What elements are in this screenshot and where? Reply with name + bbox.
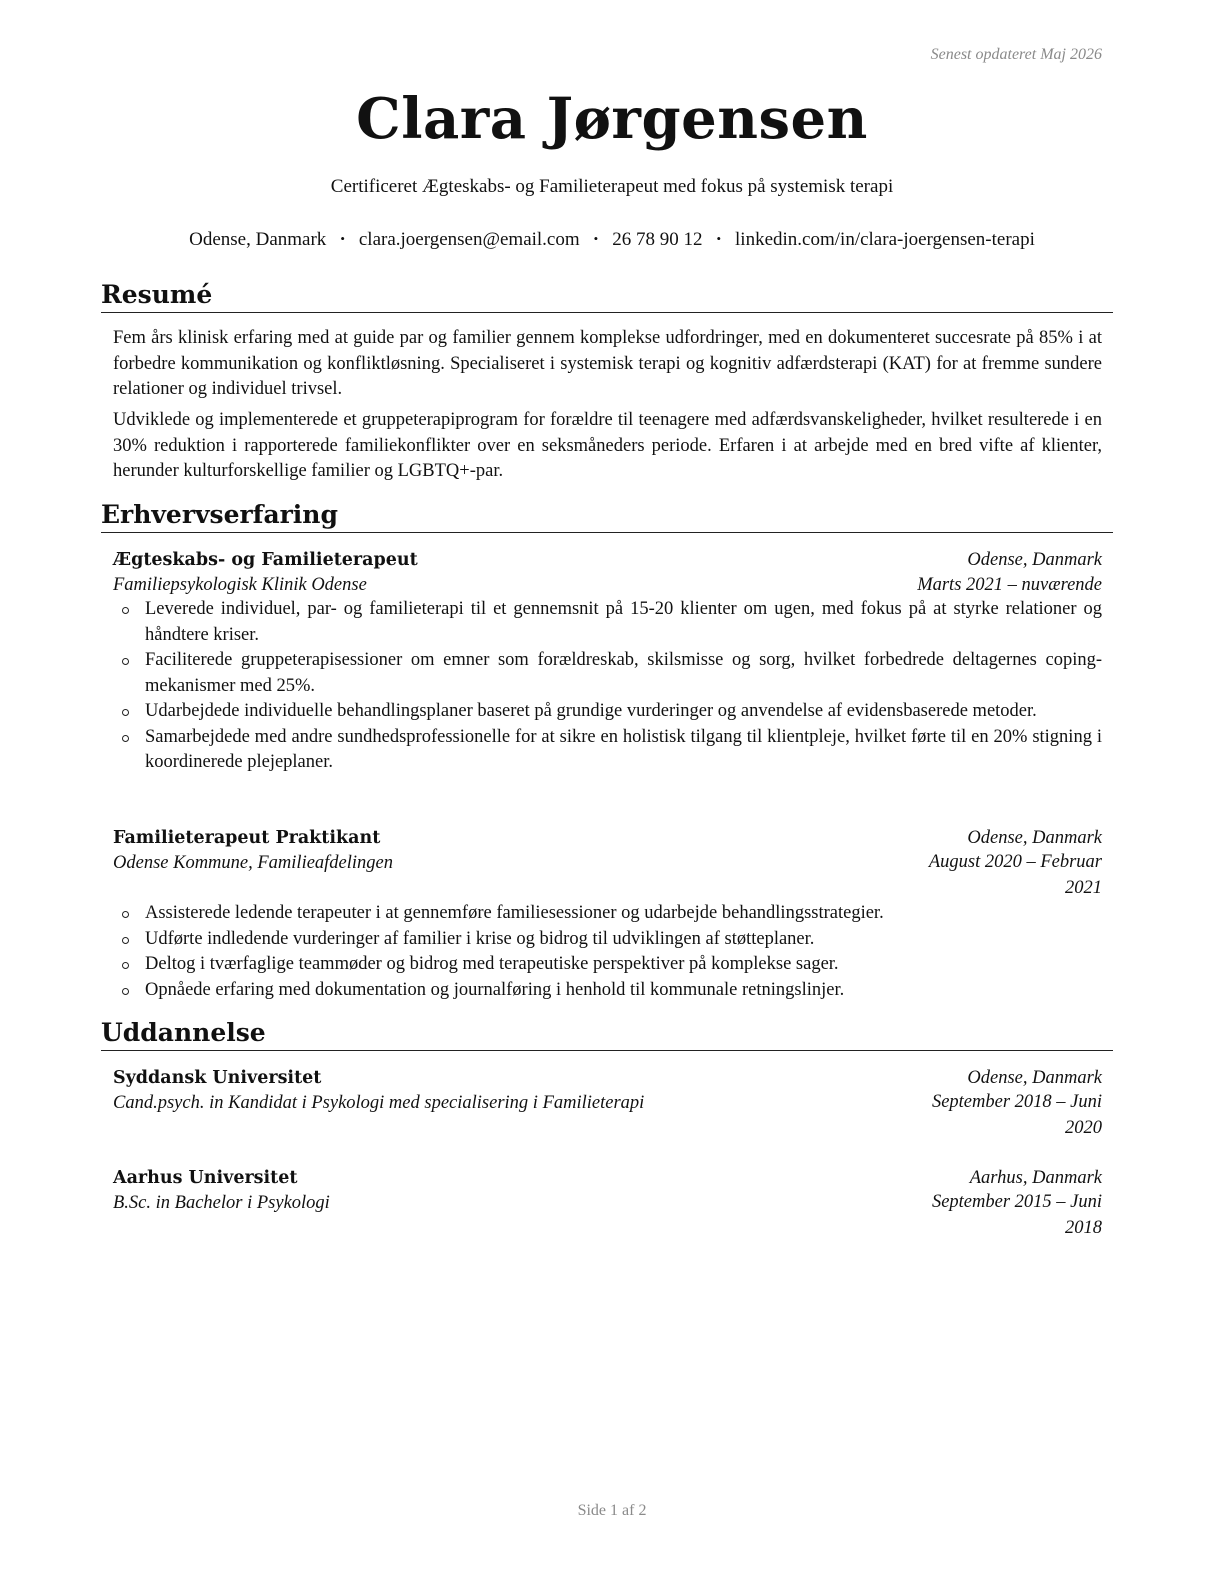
candidate-name: Clara Jørgensen xyxy=(356,86,868,152)
list-item: Opnåede erfaring med dokumentation og journalføring i henhold til kommunale retningslinjer. xyxy=(113,978,1102,1004)
bullet-circle-icon xyxy=(122,937,129,944)
contact-linkedin[interactable]: linkedin.com/in/clara-joergensen-terapi xyxy=(735,229,1035,250)
education-header xyxy=(113,1165,1102,1191)
job-role: Familieterapeut Praktikant xyxy=(113,828,381,848)
list-item: Leverede individuel, par- og familieterapi til et gennemsnit på 15-20 klienter om ugen, med fokus på at styrke relationer og håndtere kriser. xyxy=(113,597,1102,648)
school-name: Aarhus Universitet xyxy=(113,1168,298,1188)
bullet-circle-icon xyxy=(122,658,129,665)
job-employer: Odense Kommune, Familieafdelingen xyxy=(113,853,394,873)
degree: B.Sc. in Bachelor i Psykologi xyxy=(113,1193,330,1213)
job-dates: August 2020 – Februar 2021 xyxy=(928,852,1102,898)
job-location: Odense, Danmark xyxy=(967,828,1102,848)
school-name: Syddansk Universitet xyxy=(113,1068,322,1088)
separator-dot: • xyxy=(340,231,345,246)
page-number: Side 1 af 2 xyxy=(577,1502,647,1519)
summary-paragraph: Udviklede og implementerede et gruppeterapiprogram for forældre til teenagere med adfærdsvanskeligheder, hvilket resulterede i en 30% reduktion i rapporterede familiekonflikter over en seksmåneders periode. Erfaren i at arbejde med en bred vifte af klienter, herunder kulturforskellige familier og LGBTQ+-par. xyxy=(113,410,1102,481)
bullet-circle-icon xyxy=(122,911,129,918)
section-title-education: Uddannelse xyxy=(101,1018,1113,1051)
job-subheader xyxy=(113,572,1102,598)
list-item: Assisterede ledende terapeuter i at gennemføre familiesessioner og udarbejde behandlingsstrategier. xyxy=(113,901,1102,927)
school-location: Aarhus, Danmark xyxy=(969,1168,1102,1188)
job-bullets xyxy=(113,901,1102,1003)
job-subheader xyxy=(113,850,1102,902)
bullet-circle-icon xyxy=(122,988,129,995)
separator-dot: • xyxy=(593,231,599,246)
section-title-summary: Resumé xyxy=(101,280,1113,313)
list-item: Udførte indledende vurderinger af familier i krise og bidrog til udviklingen af støtteplaner. xyxy=(113,927,1102,953)
list-item: Samarbejdede med andre sundhedsprofessionelle for at sikre en holistisk tilgang til klientpleje, hvilket førte til en 20% stigning i koordinerede plejeplaner. xyxy=(113,725,1102,776)
contact-location: Odense, Danmark xyxy=(189,229,327,250)
education-dates: September 2015 – Juni 2018 xyxy=(931,1192,1102,1238)
list-item: Faciliterede gruppeterapisessioner om emner som forældreskab, skilsmisse og sorg, hvilket forbedrede deltagernes coping-mekanismer med 25%. xyxy=(113,648,1102,699)
headline: Certificeret Ægteskabs- og Familieterapeut med fokus på systemisk terapi xyxy=(330,176,894,197)
school-location: Odense, Danmark xyxy=(967,1068,1102,1088)
bullet-circle-icon xyxy=(122,709,129,716)
job-header xyxy=(113,547,1102,573)
list-item: Udarbejdede individuelle behandlingsplaner baseret på grundige vurderinger og anvendelse af evidensbaserede metoder. xyxy=(113,699,1102,725)
summary-paragraph: Fem års klinisk erfaring med at guide par og familier gennem komplekse udfordringer, med en dokumenteret succesrate på 85% i at forbedre kommunikation og konfliktløsning. Specialiseret i systemisk terapi og kognitiv adfærdsterapi (KAT) for at fremme sundere relationer og individuel trivsel. xyxy=(113,328,1102,399)
section-title-experience: Erhvervserfaring xyxy=(101,500,1113,533)
degree: Cand.psych. in Kandidat i Psykologi med specialisering i Familieterapi xyxy=(113,1093,645,1113)
job-dates: Marts 2021 – nuværende xyxy=(917,575,1102,595)
job-header xyxy=(113,825,1102,851)
job-employer: Familiepsykologisk Klinik Odense xyxy=(113,575,367,595)
education-subheader xyxy=(113,1190,1102,1242)
separator-dot: • xyxy=(716,231,722,246)
last-updated: Senest opdateret Maj 2026 xyxy=(930,46,1102,63)
contact-line xyxy=(0,229,1224,251)
job-role: Ægteskabs- og Familieterapeut xyxy=(113,550,418,570)
job-location: Odense, Danmark xyxy=(967,550,1102,570)
bullet-circle-icon xyxy=(122,735,129,742)
list-item: Deltog i tværfaglige teammøder og bidrog med terapeutiske perspektiver på komplekse sager. xyxy=(113,952,1102,978)
job-bullets xyxy=(113,597,1102,776)
contact-email[interactable]: clara.joergensen@email.com xyxy=(358,229,580,250)
education-header xyxy=(113,1065,1102,1091)
bullet-circle-icon xyxy=(122,607,129,614)
bullet-circle-icon xyxy=(122,962,129,969)
education-subheader xyxy=(113,1090,1102,1142)
contact-phone: 26 78 90 12 xyxy=(612,229,703,250)
education-dates: September 2018 – Juni 2020 xyxy=(931,1092,1102,1138)
